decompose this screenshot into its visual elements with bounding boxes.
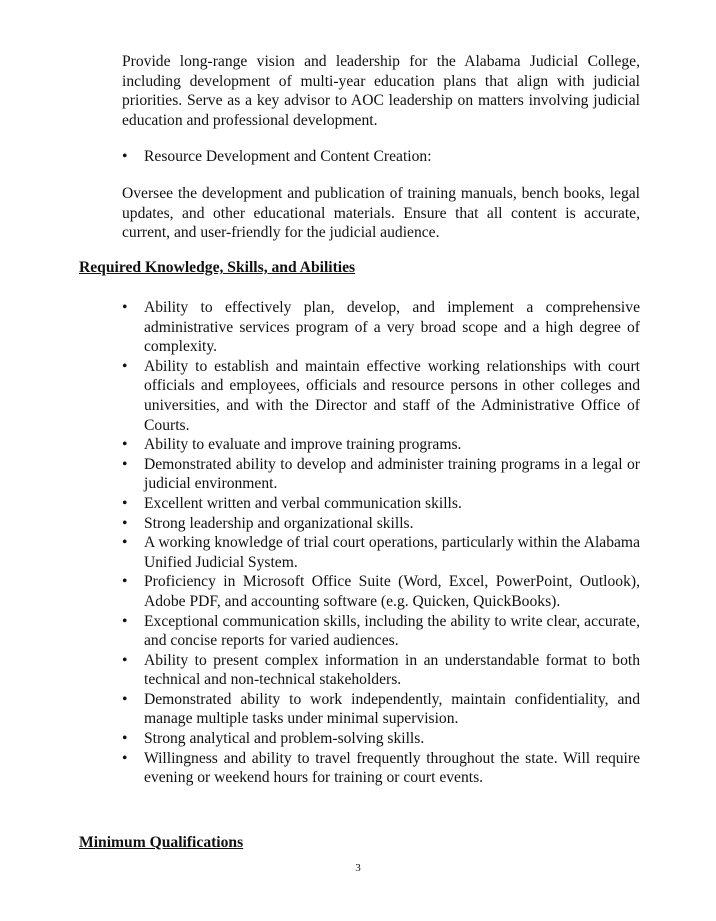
resource-paragraph [122,184,640,243]
list-item: • Exceptional communication skills, including the ability to write clear, accurate, and concise reports for varied audiences. [122,612,640,651]
resource-paragraph-text: Oversee the development and publication of training manuals, bench books, legal updates, and other educational materials. Ensure that all content is accurate, current, and user-friendly for the judicial audience. [122,185,640,242]
intro-paragraph [122,52,640,130]
intro-paragraph-text: Provide long-range vision and leadership for the Alabama Judicial College, including development of multi-year education plans that align with judicial priorities. Serve as a key advisor to AOC leadership on matters involving judicial education and professional development. [122,53,640,129]
list-item: • Demonstrated ability to work independently, maintain confidentiality, and manage multiple tasks under minimal supervision. [122,690,640,729]
ksa-list [122,298,640,788]
list-item: • Proficiency in Microsoft Office Suite (Word, Excel, PowerPoint, Outlook), Adobe PDF, and accounting software (e.g. Quicken, QuickBooks). [122,572,640,611]
list-item: • Ability to effectively plan, develop, and implement a comprehensive administrative services program of a very broad scope and a high degree of complexity. [122,298,640,357]
min-qual-heading: Minimum Qualifications [79,834,244,851]
list-item: • A working knowledge of trial court operations, particularly within the Alabama Unified Judicial System. [122,533,640,572]
list-item: • Strong analytical and problem-solving skills. [122,729,640,749]
list-item: • Excellent written and verbal communication skills. [122,494,640,514]
resource-bullet-block [122,147,640,167]
list-item: • Ability to evaluate and improve training programs. [122,435,640,455]
resource-bullet-item: • Resource Development and Content Creation: [122,147,640,167]
page-number: 3 [355,862,361,874]
list-item: • Ability to establish and maintain effective working relationships with court officials and employees, officials and resource persons in other colleges and universities, and with the Director and staff of the Administrative Office of Courts. [122,357,640,435]
ksa-heading: Required Knowledge, Skills, and Abilities [79,259,356,276]
list-item: • Ability to present complex information in an understandable format to both technical and non-technical stakeholders. [122,651,640,690]
list-item: • Demonstrated ability to develop and administer training programs in a legal or judicial environment. [122,455,640,494]
list-item: • Strong leadership and organizational skills. [122,514,640,534]
list-item: • Willingness and ability to travel frequently throughout the state. Will require evening or weekend hours for training or court events. [122,749,640,788]
